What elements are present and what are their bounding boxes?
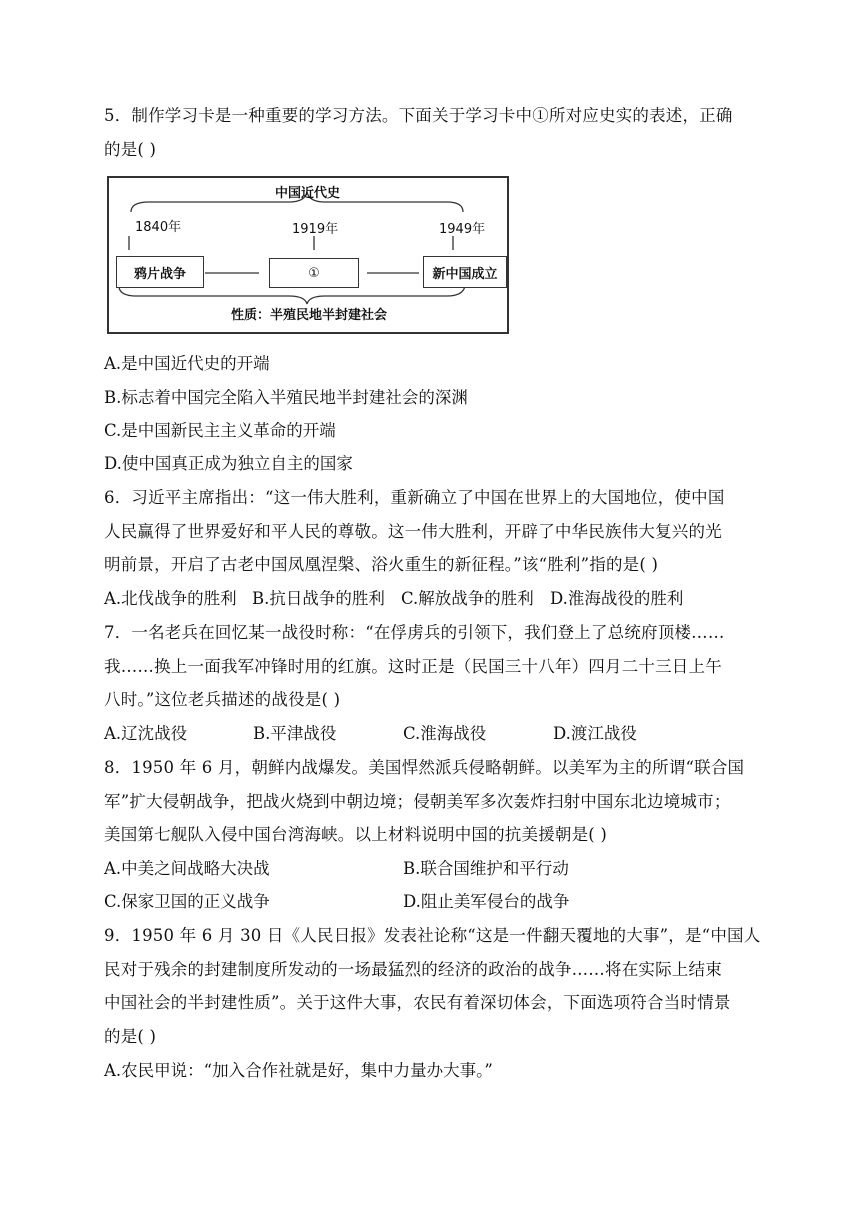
q8-stem-line-2: 军”扩大侵朝战争，把战火烧到中朝边境；侵朝美军多次轰炸扫射中国东北边境城市； [104,792,731,811]
q5-option-c: C.是中国新民主主义革命的开端 [104,421,336,440]
q8-option-d: D.阻止美军侵台的战争 [403,892,570,911]
q6-option-a: A.北伐战争的胜利 [104,589,237,608]
q8-option-a: A.中美之间战略大决战 [104,859,270,878]
q9-stem-line-1: 9．1950 年 6 月 30 日《人民日报》发表社论称“这是一件翻天覆地的大事”，是“中国人 [104,926,761,945]
q7-stem-line-3: 八时。”这位老兵描述的战役是( ) [104,690,341,709]
q5-study-card-diagram [107,176,509,334]
q7-option-b: B.平津战役 [253,724,337,743]
q8-stem-line-1: 8．1950 年 6 月，朝鲜内战爆发。美国悍然派兵侵略朝鲜。以美军为主的所谓“联合国 [104,758,745,777]
diagram-year-1949: 1949年 [439,222,486,237]
q6-option-c: C.解放战争的胜利 [401,589,534,608]
diagram-top-label: 中国近代史 [275,186,341,201]
q9-option-a: A.农民甲说：“加入合作社就是好，集中力量办大事。” [104,1061,493,1080]
q7-option-d: D.渡江战役 [553,724,637,743]
q5-stem-line-2: 的是( ) [104,140,157,159]
q9-stem-line-3: 中国社会的半封建性质”。关于这件大事，农民有着深切体会，下面选项符合当时情景 [104,993,731,1012]
diagram-year-1919: 1919年 [292,222,339,237]
q5-option-d: D.使中国真正成为独立自主的国家 [104,454,353,473]
q7-stem-line-1: 7．一名老兵在回忆某一战役时称：“在俘虏兵的引领下，我们登上了总统府顶楼…… [104,623,725,642]
q7-stem-line-2: 我……换上一面我军冲锋时用的红旗。这时正是（民国三十八年）四月二十三日上午 [104,657,722,676]
q6-option-b: B.抗日战争的胜利 [252,589,385,608]
diagram-year-1840: 1840年 [135,220,182,235]
q7-option-c: C.淮海战役 [403,724,487,743]
q9-stem-line-2: 民对于残余的封建制度所发动的一场最猛烈的经济的政治的战争……将在实际上结束 [104,960,722,979]
diagram-box-new-china: 新中国成立 [423,256,507,288]
q8-option-c: C.保家卫国的正义战争 [104,892,270,911]
q8-stem-line-3: 美国第七舰队入侵中国台湾海峡。以上材料说明中国的抗美援朝是( ) [104,825,608,844]
q7-option-a: A.辽沈战役 [104,724,188,743]
q5-option-a: A.是中国近代史的开端 [104,354,270,373]
q6-stem-line-3: 明前景，开启了古老中国凤凰涅槃、浴火重生的新征程。”该“胜利”指的是( ) [104,555,659,574]
q5-stem-line-1: 5．制作学习卡是一种重要的学习方法。下面关于学习卡中①所对应史实的表述，正确 [104,106,733,125]
q5-option-b: B.标志着中国完全陷入半殖民地半封建社会的深渊 [104,388,468,407]
diagram-bottom-label: 性质：半殖民地半封建社会 [231,308,388,323]
q6-stem-line-1: 6．习近平主席指出：“这一伟大胜利，重新确立了中国在世界上的大国地位，使中国 [104,488,725,507]
q6-option-d: D.淮海战役的胜利 [550,589,684,608]
diagram-box-blank: ① [269,258,359,288]
q9-stem-line-4: 的是( ) [104,1027,157,1046]
diagram-box-opium-war: 鸦片战争 [116,256,204,288]
q6-stem-line-2: 人民赢得了世界爱好和平人民的尊敬。这一伟大胜利，开辟了中华民族伟大复兴的光 [104,522,722,541]
q8-option-b: B.联合国维护和平行动 [403,859,569,878]
